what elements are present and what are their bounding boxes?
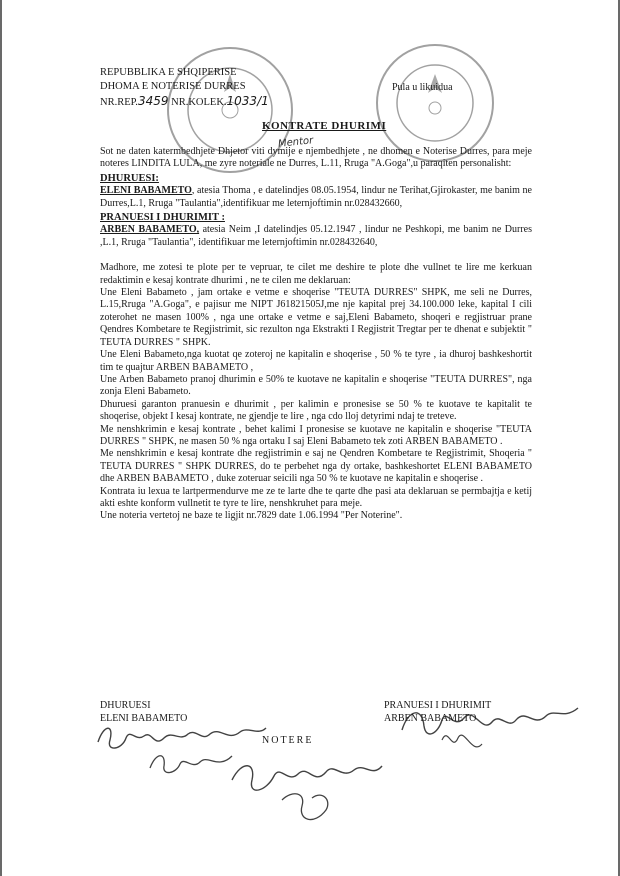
paragraph-certification: Une noteria vertetoj ne baze te ligjit nr.7829 date 1.06.1994 "Per Noterine". xyxy=(100,510,403,522)
paragraph-transfer: Me nenshkrimin e kesaj kontrate , behet kalimi I pronesise se kuotave ne kapitalin e shoqerise "TEUTA DURRES " SHPK, ne masen 50 % nga ortaku I saj Eleni Babameto tek zoti ARBEN BABAMETO . xyxy=(100,423,532,447)
paragraph-registration: Me nenshkrimin e kesaj kontrate dhe regjistrimin e saj ne Qendren Kombetare te Regjistrimit, Shoqeria " TEUTA DURRES " SHPK DURRES, do te perbehet nga dy ortake, bashkeshortet ELENI BABAMETO dhe ARBEN BABAMETO , duke zoteruar seicili nga 50 % te kuotave ne kapitalin e shoqerise . xyxy=(100,448,532,485)
header-republic: REPUBBLIKA E SHQIPERISE xyxy=(100,67,237,78)
paragraph-acceptance: Une Arben Babameto pranoj dhurimin e 50% te kuotave ne kapitalin e shoqerise "TEUTA DURRES", nga zonja Eleni Babameto. xyxy=(100,373,532,398)
fee-paid-note: Pula u likuidua xyxy=(392,82,453,93)
document-header xyxy=(100,66,269,110)
scan-edge-left xyxy=(0,0,2,876)
header-chamber: DHOMA E NOTERISE DURRES xyxy=(100,81,246,92)
handwritten-note: Mentor xyxy=(277,135,314,150)
recipient-heading: PRANUESI I DHURIMIT : xyxy=(100,212,225,224)
donor-role: DHURUESI xyxy=(100,700,151,711)
header-numbers: NR.REP.3459 NR.KOLEK.1033/1 xyxy=(100,94,269,108)
donor-signature-name: ELENI BABAMETO xyxy=(100,712,188,724)
paragraph-guarantee: Dhuruesi garanton pranuesin e dhurimit , per kalimin e pronesise se 50 % te kuotave te kapitalit te shoqerise, objekt I kesaj kontrate, ne gjendje te lire , nga cdo lloj detyrimi ndaj te treteve. xyxy=(100,398,532,423)
intro-paragraph: Sot ne daten katermbedhjete Dhjetor viti dymije e njembedhjete , ne dhomen e Noterise Durres, para meje noteres LINDITA LULA, me zyre noteriale ne Durres, L.11, Rruga "A.Goga",u paraqiten personalisht: xyxy=(100,146,532,170)
recipient-signature xyxy=(392,690,592,770)
notary-label: NOTERE xyxy=(262,735,314,746)
contract-body xyxy=(100,146,532,523)
paragraph-ownership: Une Eleni Babameto , jam ortake e vetme e shoqerise "TEUTA DURRES" SHPK, me seli ne Durres, L.15,Rruga "A.Goga", e pajisur me NIPT J61821505J,me nje kapital prej 34.100.000 leke, kapital I cili zoterohet ne masen 100% , nga une ortake e vetme e saj,Eleni Babameto, shoqeri e regjistruar prane Qendres Kombetare te Regjistrimit, sic rezulton nga Ekstrakti I Regjistrit Tregtar per te dhenat e subjektit " TEUTA DURRES " SHPK. xyxy=(100,287,532,348)
paragraph-reading: Kontrata iu lexua te lartpermendurve me ze te larte dhe te qarte dhe pasi ata deklaruan se permbajtja e ketij akti eshte konform vullnetit te tyre te lire, nenshkruhet para meje. xyxy=(100,485,532,509)
handwritten-kolek-number: 1033/1 xyxy=(226,94,269,108)
page-title: KONTRATE DHURIMI xyxy=(262,120,387,132)
paragraph-capacity: Madhore, me zotesi te plote per te vepruar, te cilet me deshire te plote dhe vullnet te lire me kerkuan redaktimin e kesaj kontrate dhurimi , ne te cilen me deklaruan: xyxy=(100,262,532,286)
handwritten-rep-number: 3459 xyxy=(137,94,169,108)
recipient-details: atesia Neim ,I datelindjes 05.12.1947 , lindur ne Peshkopi, me banim ne Durres ,L.1, Rruga "Taulantia", identifikuar me leternjoftimin nr.028432640, xyxy=(100,224,532,248)
recipient-paragraph xyxy=(100,224,532,249)
paragraph-donation: Une Eleni Babameto,nga kuotat qe zoteroj ne kapitalin e shoqerise , 50 % te tyre , ia dhuroj bashkeshortit tim te quajtur ARBEN BABAMETO , xyxy=(100,349,532,373)
donor-heading: DHURUESI: xyxy=(100,172,159,184)
donor-details: , atesia Thoma , e datelindjes 08.05.1954, lindur ne Terihat,Gjirokaster, me banim ne Durres,L.1, Rruga "Taulantia",identifikuar me leternjoftimin nr.028432660, xyxy=(100,185,532,209)
recipient-signature-name: ARBEN BABAMETO xyxy=(384,712,477,724)
donor-name: ELENI BABAMETO xyxy=(100,185,192,197)
recipient-role: PRANUESI I DHURIMIT xyxy=(384,700,492,711)
donor-paragraph xyxy=(100,185,532,210)
recipient-name: ARBEN BABAMETO, xyxy=(100,224,200,236)
